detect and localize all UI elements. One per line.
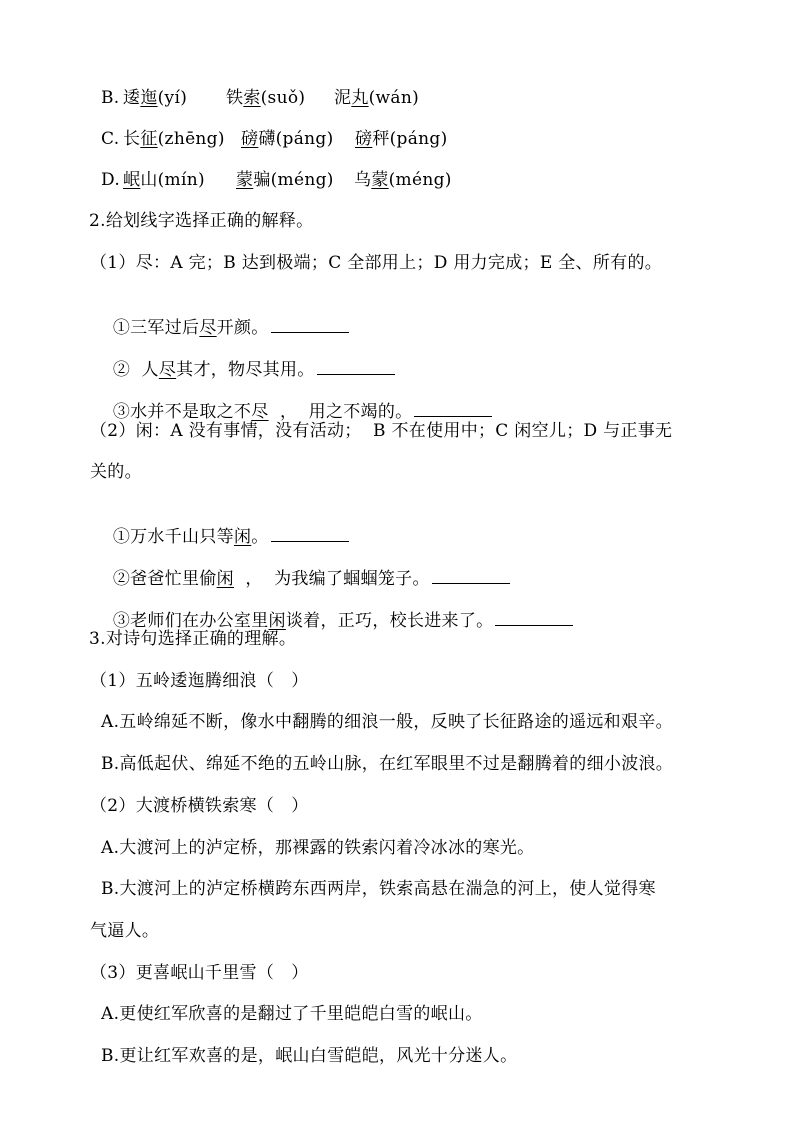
choice-2b-line1: B.大渡河上的泸定桥横跨东西两岸，铁索高悬在湍急的河上，使人觉得寒 (101, 879, 656, 899)
answer-blank[interactable] (432, 567, 510, 584)
poem-line-1: （1）五岭逶迤腾细浪（ ） (90, 671, 309, 691)
answer-blank[interactable] (495, 609, 573, 626)
option-item: 泥丸(wán) (334, 88, 420, 108)
item-jin-2: ② 人尽其才，物尽其用。 (90, 336, 395, 403)
item-xian-3: ③老师们在办公室里闲谈着，正巧，校长进来了。 (90, 587, 573, 654)
question-3-title: 3.对诗句选择正确的理解。 (89, 629, 297, 649)
choice-2a: A.大渡河上的泸定桥，那裸露的铁索闪着冷冰冰的寒光。 (101, 838, 535, 858)
option-letter: B. (101, 88, 120, 108)
option-d-row (101, 169, 701, 301)
option-item: 蒙骗(méng) (236, 170, 334, 190)
item-xian-1: ①万水千山只等闲。 (90, 503, 349, 570)
poem-line-3: （3）更喜岷山千里雪（ ） (90, 963, 309, 983)
definition-jin: （1）尽：A 完；B 达到极端；C 全部用上；D 用力完成；E 全、所有的。 (90, 253, 663, 273)
answer-blank[interactable] (271, 525, 349, 542)
answer-blank[interactable] (414, 400, 492, 417)
option-item: 铁索(suǒ) (226, 88, 306, 108)
choice-1a: A.五岭绵延不断，像水中翻腾的细浪一般，反映了长征路途的遥远和艰辛。 (101, 712, 673, 732)
definition-xian-line2: 关的。 (90, 462, 142, 482)
item-xian-2: ②爸爸忙里偷闲 ， 为我编了蝈蝈笼子。 (90, 545, 510, 612)
option-item: 磅礴(páng) (241, 129, 334, 149)
definition-xian-line1: （2）闲：A 没有事情，没有活动； B 不在使用中；C 闲空儿；D 与正事无 (90, 421, 673, 441)
question-2-title: 2.给划线字选择正确的解释。 (89, 211, 314, 231)
option-item: 磅秤(páng) (355, 129, 448, 149)
option-letter: C. (101, 129, 120, 149)
item-jin-1: ①三军过后尽开颜。 (90, 294, 349, 361)
poem-line-2: （2）大渡桥横铁索寒（ ） (90, 796, 309, 816)
item-jin-3: ③水并不是取之不尽 ， 用之不竭的。 (90, 378, 492, 445)
choice-2b-line2: 气逼人。 (90, 921, 160, 941)
option-item: 乌蒙(méng) (354, 170, 452, 190)
option-item: 长征(zhēng) (123, 129, 225, 149)
answer-blank[interactable] (271, 316, 349, 333)
choice-3b: B.更让红军欢喜的是，岷山白雪皑皑，风光十分迷人。 (101, 1046, 518, 1066)
choice-1b: B.高低起伏、绵延不绝的五岭山脉，在红军眼里不过是翻腾着的细小波浪。 (101, 754, 674, 774)
option-item: 逶迤(yí) (123, 88, 188, 108)
choice-3a: A.更使红军欣喜的是翻过了千里皑皑白雪的岷山。 (101, 1004, 483, 1024)
option-letter: D. (101, 170, 121, 190)
option-item: 岷山(mín) (123, 170, 205, 190)
answer-blank[interactable] (317, 358, 395, 375)
